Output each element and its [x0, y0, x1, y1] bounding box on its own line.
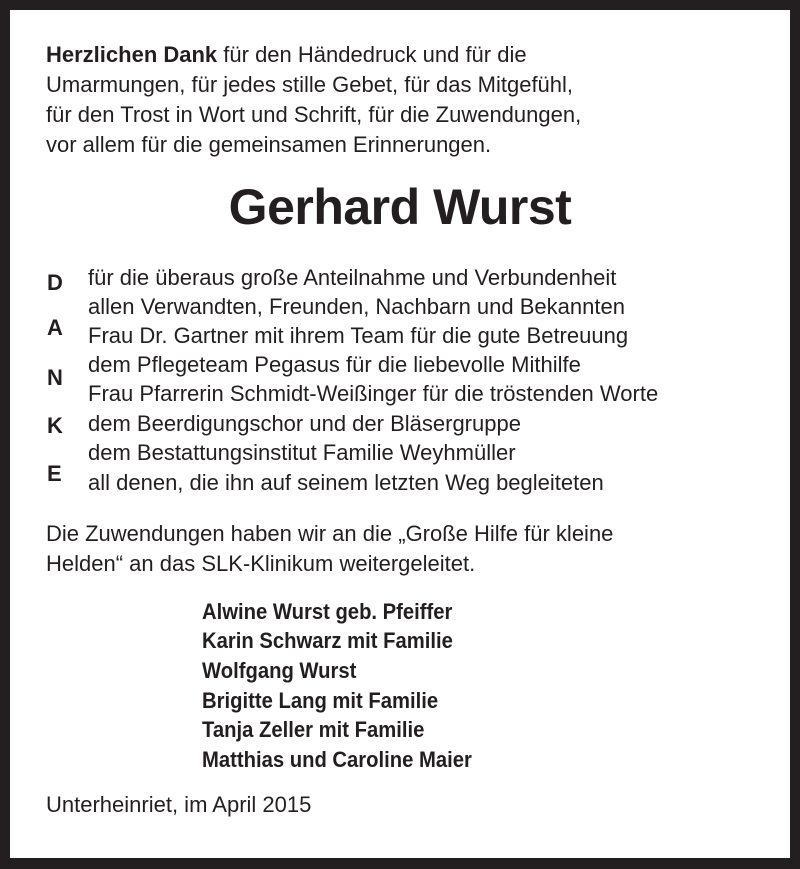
danke-letter: E [47, 461, 62, 486]
danke-letter: D [47, 270, 63, 295]
danke-letter: A [47, 315, 63, 340]
signatory: Brigitte Lang mit Familie [202, 688, 439, 713]
thanks-line: für die überaus große Anteilnahme und Verbundenheit [88, 265, 617, 290]
intro-rest: für den Händedruck und für die [217, 42, 527, 67]
intro-line-3: für den Trost in Wort und Schrift, für die Zuwendungen, [46, 102, 582, 127]
intro-line-2: Umarmungen, für jedes stille Gebet, für das Mitgefühl, [46, 72, 574, 97]
intro-bold: Herzlichen Dank [46, 42, 218, 67]
donation-line-1: Die Zuwendungen haben wir an die „Große Hilfe für kleine [46, 521, 614, 546]
donation-line-2: Helden“ an das SLK-Klinikum weitergeleitet. [46, 551, 476, 576]
signatory: Karin Schwarz mit Familie [202, 628, 453, 653]
signatory: Tanja Zeller mit Familie [202, 717, 425, 742]
signatory: Matthias und Caroline Maier [202, 747, 472, 772]
danke-letter: N [47, 365, 63, 390]
thanks-line: Frau Dr. Gartner mit ihrem Team für die gute Betreuung [88, 323, 629, 348]
thanks-line: dem Bestattungsinstitut Familie Weyhmüller [88, 440, 516, 465]
thanks-line: Frau Pfarrerin Schmidt-Weißinger für die tröstenden Worte [88, 381, 659, 406]
intro-line-4: vor allem für die gemeinsamen Erinnerungen. [46, 132, 492, 157]
thanks-line: dem Beerdigungschor und der Bläsergruppe [88, 411, 521, 436]
thanks-line: dem Pflegeteam Pegasus für die liebevolle Mithilfe [88, 352, 581, 377]
thanks-line: allen Verwandten, Freunden, Nachbarn und Bekannten [88, 294, 625, 319]
deceased-name: Gerhard Wurst [228, 179, 572, 235]
danke-letter: K [47, 413, 63, 438]
signatory: Alwine Wurst geb. Pfeiffer [202, 599, 453, 624]
thanks-line: all denen, die ihn auf seinem letzten Weg begleiteten [88, 470, 604, 495]
place-date: Unterheinriet, im April 2015 [46, 792, 312, 817]
signatory: Wolfgang Wurst [202, 658, 357, 683]
intro-line-1 [46, 41, 527, 69]
